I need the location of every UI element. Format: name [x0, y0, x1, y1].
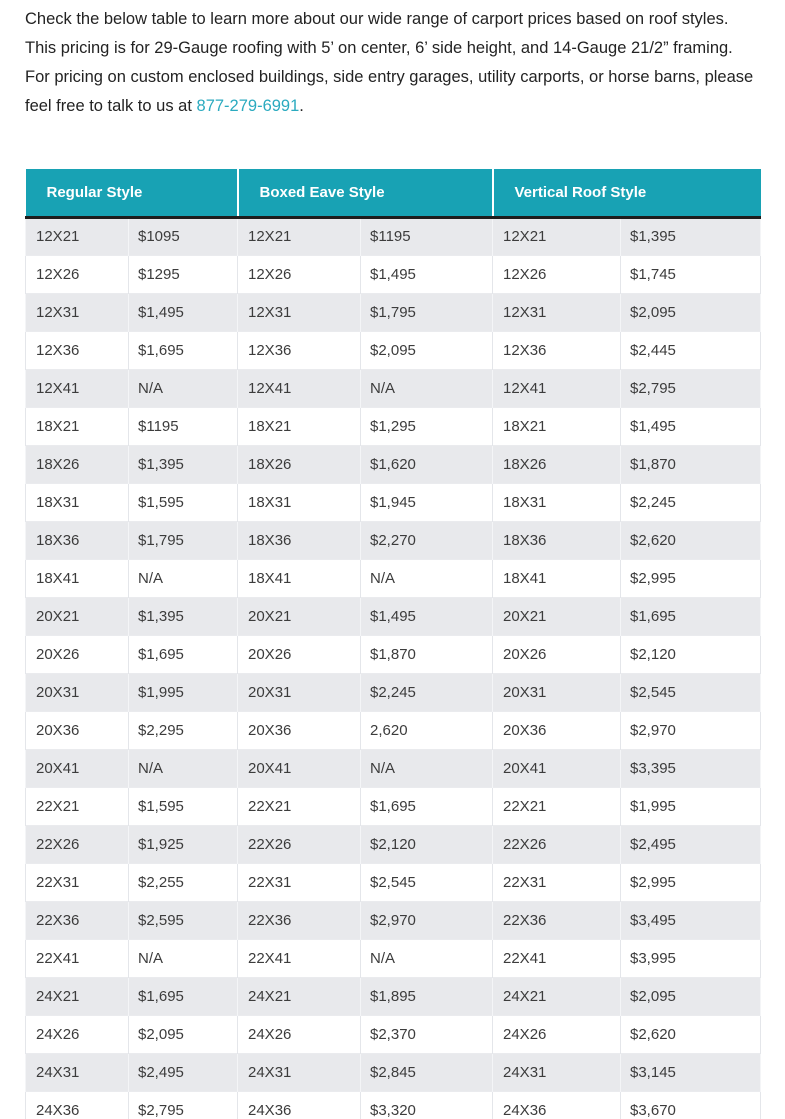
price-cell: $1,495 — [129, 293, 238, 331]
price-cell: $1,495 — [361, 255, 493, 293]
table-row — [26, 825, 761, 863]
size-cell: 22X41 — [238, 939, 361, 977]
size-cell: 12X41 — [493, 369, 621, 407]
pricing-table — [25, 169, 761, 1119]
price-cell: $2,845 — [361, 1053, 493, 1091]
price-cell: N/A — [129, 369, 238, 407]
price-cell: $2,620 — [621, 521, 761, 559]
price-cell: $2,970 — [361, 901, 493, 939]
size-cell: 12X26 — [493, 255, 621, 293]
size-cell: 12X31 — [493, 293, 621, 331]
size-cell: 20X26 — [238, 635, 361, 673]
price-cell: $3,320 — [361, 1091, 493, 1119]
size-cell: 12X36 — [493, 331, 621, 369]
table-row — [26, 217, 761, 255]
size-cell: 22X36 — [238, 901, 361, 939]
size-cell: 18X41 — [493, 559, 621, 597]
price-cell: $1,595 — [129, 787, 238, 825]
price-cell: $1,870 — [621, 445, 761, 483]
price-cell: $2,795 — [621, 369, 761, 407]
price-cell: $3,145 — [621, 1053, 761, 1091]
size-cell: 20X36 — [493, 711, 621, 749]
price-cell: $1,745 — [621, 255, 761, 293]
size-cell: 22X31 — [26, 863, 129, 901]
column-header-vertical-roof-style: Vertical Roof Style — [493, 169, 761, 217]
size-cell: 20X36 — [26, 711, 129, 749]
table-row — [26, 1015, 761, 1053]
table-row — [26, 255, 761, 293]
size-cell: 24X36 — [493, 1091, 621, 1119]
price-cell: $1295 — [129, 255, 238, 293]
size-cell: 18X41 — [26, 559, 129, 597]
size-cell: 12X31 — [238, 293, 361, 331]
size-cell: 12X36 — [26, 331, 129, 369]
size-cell: 12X41 — [26, 369, 129, 407]
table-row — [26, 445, 761, 483]
size-cell: 20X31 — [26, 673, 129, 711]
price-cell: $2,495 — [129, 1053, 238, 1091]
size-cell: 18X41 — [238, 559, 361, 597]
header-row — [26, 169, 761, 217]
price-cell: $1,695 — [129, 331, 238, 369]
price-cell: $1,695 — [129, 977, 238, 1015]
price-cell: $2,595 — [129, 901, 238, 939]
price-cell: $2,545 — [621, 673, 761, 711]
price-cell: $1195 — [129, 407, 238, 445]
size-cell: 12X31 — [26, 293, 129, 331]
size-cell: 18X21 — [26, 407, 129, 445]
table-row — [26, 939, 761, 977]
size-cell: 20X31 — [493, 673, 621, 711]
size-cell: 24X21 — [493, 977, 621, 1015]
price-cell: N/A — [361, 369, 493, 407]
size-cell: 18X26 — [26, 445, 129, 483]
size-cell: 18X36 — [238, 521, 361, 559]
price-cell: $2,255 — [129, 863, 238, 901]
table-row — [26, 483, 761, 521]
size-cell: 18X21 — [493, 407, 621, 445]
price-cell: N/A — [361, 749, 493, 787]
size-cell: 22X26 — [26, 825, 129, 863]
table-row — [26, 711, 761, 749]
size-cell: 22X21 — [493, 787, 621, 825]
price-cell: N/A — [361, 939, 493, 977]
price-cell: $2,795 — [129, 1091, 238, 1119]
pricing-table-body — [26, 217, 761, 1119]
size-cell: 24X26 — [238, 1015, 361, 1053]
size-cell: 20X21 — [493, 597, 621, 635]
price-cell: $2,120 — [361, 825, 493, 863]
price-cell: $2,445 — [621, 331, 761, 369]
price-cell: $2,295 — [129, 711, 238, 749]
pricing-table-head — [26, 169, 761, 217]
size-cell: 22X36 — [26, 901, 129, 939]
size-cell: 20X36 — [238, 711, 361, 749]
size-cell: 20X21 — [238, 597, 361, 635]
size-cell: 22X21 — [26, 787, 129, 825]
size-cell: 22X41 — [493, 939, 621, 977]
price-cell: N/A — [361, 559, 493, 597]
table-row — [26, 901, 761, 939]
table-row — [26, 369, 761, 407]
size-cell: 12X21 — [238, 217, 361, 255]
size-cell: 18X26 — [238, 445, 361, 483]
price-cell: $1,995 — [621, 787, 761, 825]
size-cell: 24X21 — [238, 977, 361, 1015]
price-cell: $1,295 — [361, 407, 493, 445]
price-cell: $1,595 — [129, 483, 238, 521]
price-cell: $1195 — [361, 217, 493, 255]
price-cell: $1,395 — [621, 217, 761, 255]
intro-text-before-link: Check the below table to learn more about our wide range of carport prices based on roof styles. This pricing is for 29-Gauge roofing with 5’ on center, 6’ side height, and 14-Gauge 21/2” framing. For pricing on custom enclosed buildings, side entry garages, utility carports, or horse barns, please feel free to talk to us at — [25, 10, 754, 115]
table-row — [26, 787, 761, 825]
price-cell: $2,120 — [621, 635, 761, 673]
size-cell: 20X41 — [26, 749, 129, 787]
price-cell: $2,995 — [621, 863, 761, 901]
price-cell: $1,795 — [129, 521, 238, 559]
size-cell: 24X36 — [26, 1091, 129, 1119]
price-cell: $1,395 — [129, 597, 238, 635]
size-cell: 18X36 — [26, 521, 129, 559]
size-cell: 20X31 — [238, 673, 361, 711]
size-cell: 22X26 — [238, 825, 361, 863]
price-cell: N/A — [129, 749, 238, 787]
price-cell: $1,695 — [621, 597, 761, 635]
price-cell: $1,495 — [361, 597, 493, 635]
price-cell: $2,620 — [621, 1015, 761, 1053]
table-row — [26, 673, 761, 711]
table-row — [26, 1091, 761, 1119]
size-cell: 18X31 — [238, 483, 361, 521]
price-cell: $3,670 — [621, 1091, 761, 1119]
size-cell: 20X41 — [493, 749, 621, 787]
price-cell: $1,495 — [621, 407, 761, 445]
price-cell: $1,925 — [129, 825, 238, 863]
table-row — [26, 331, 761, 369]
price-cell: $2,270 — [361, 521, 493, 559]
size-cell: 24X31 — [493, 1053, 621, 1091]
price-cell: $2,245 — [361, 673, 493, 711]
size-cell: 18X26 — [493, 445, 621, 483]
price-cell: $1,695 — [361, 787, 493, 825]
size-cell: 20X41 — [238, 749, 361, 787]
table-row — [26, 407, 761, 445]
size-cell: 18X31 — [26, 483, 129, 521]
intro-text — [0, 0, 785, 121]
size-cell: 12X41 — [238, 369, 361, 407]
price-cell: $2,095 — [621, 293, 761, 331]
size-cell: 20X21 — [26, 597, 129, 635]
table-row — [26, 597, 761, 635]
price-cell: $2,095 — [129, 1015, 238, 1053]
table-row — [26, 863, 761, 901]
price-cell: $2,095 — [361, 331, 493, 369]
size-cell: 22X21 — [238, 787, 361, 825]
price-cell: $1095 — [129, 217, 238, 255]
size-cell: 20X26 — [26, 635, 129, 673]
size-cell: 12X26 — [238, 255, 361, 293]
price-cell: 2,620 — [361, 711, 493, 749]
price-cell: $1,895 — [361, 977, 493, 1015]
price-cell: $1,995 — [129, 673, 238, 711]
size-cell: 24X26 — [493, 1015, 621, 1053]
table-row — [26, 559, 761, 597]
size-cell: 18X31 — [493, 483, 621, 521]
size-cell: 12X21 — [26, 217, 129, 255]
price-cell: $1,620 — [361, 445, 493, 483]
price-cell: $2,995 — [621, 559, 761, 597]
size-cell: 12X21 — [493, 217, 621, 255]
size-cell: 24X21 — [26, 977, 129, 1015]
size-cell: 12X26 — [26, 255, 129, 293]
table-row — [26, 1053, 761, 1091]
intro-text-after-link: . — [299, 97, 304, 115]
size-cell: 18X36 — [493, 521, 621, 559]
size-cell: 20X26 — [493, 635, 621, 673]
price-cell: $2,970 — [621, 711, 761, 749]
size-cell: 22X41 — [26, 939, 129, 977]
phone-link[interactable]: 877-279-6991 — [196, 97, 300, 115]
table-row — [26, 293, 761, 331]
price-cell: N/A — [129, 939, 238, 977]
price-cell: $3,395 — [621, 749, 761, 787]
size-cell: 24X31 — [238, 1053, 361, 1091]
size-cell: 24X26 — [26, 1015, 129, 1053]
column-header-regular-style: Regular Style — [26, 169, 238, 217]
column-header-boxed-eave-style: Boxed Eave Style — [238, 169, 493, 217]
price-cell: $2,545 — [361, 863, 493, 901]
price-cell: $2,370 — [361, 1015, 493, 1053]
size-cell: 24X31 — [26, 1053, 129, 1091]
size-cell: 22X26 — [493, 825, 621, 863]
price-cell: $1,695 — [129, 635, 238, 673]
price-cell: $3,995 — [621, 939, 761, 977]
table-row — [26, 635, 761, 673]
price-cell: $3,495 — [621, 901, 761, 939]
price-cell: $1,870 — [361, 635, 493, 673]
size-cell: 22X36 — [493, 901, 621, 939]
size-cell: 22X31 — [238, 863, 361, 901]
price-cell: $2,495 — [621, 825, 761, 863]
table-row — [26, 521, 761, 559]
table-row — [26, 977, 761, 1015]
size-cell: 24X36 — [238, 1091, 361, 1119]
table-row — [26, 749, 761, 787]
price-cell: $1,945 — [361, 483, 493, 521]
price-cell: $1,395 — [129, 445, 238, 483]
price-cell: $2,095 — [621, 977, 761, 1015]
size-cell: 18X21 — [238, 407, 361, 445]
price-cell: $1,795 — [361, 293, 493, 331]
price-cell: $2,245 — [621, 483, 761, 521]
price-cell: N/A — [129, 559, 238, 597]
size-cell: 12X36 — [238, 331, 361, 369]
size-cell: 22X31 — [493, 863, 621, 901]
